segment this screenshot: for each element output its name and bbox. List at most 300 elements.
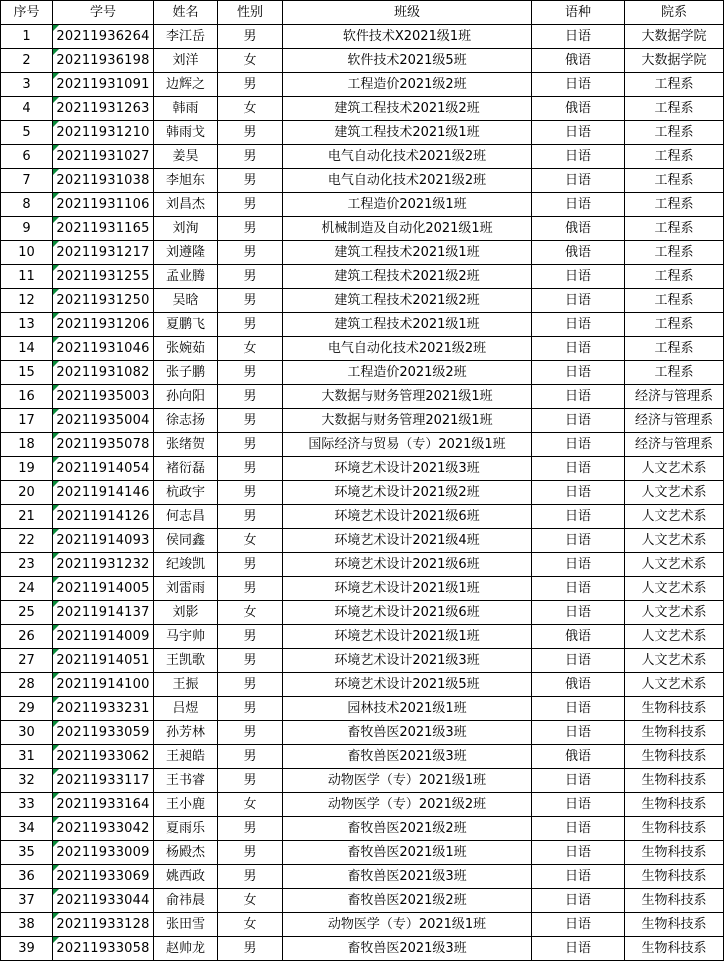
gender-cell[interactable]: 女 — [218, 601, 283, 625]
class-cell[interactable]: 建筑工程技术2021级1班 — [283, 121, 532, 145]
student-id-cell[interactable]: 20211931263 — [53, 97, 154, 121]
name-cell[interactable]: 纪竣凯 — [154, 553, 218, 577]
table-row — [1, 97, 724, 121]
language-cell[interactable]: 日语 — [532, 169, 625, 193]
department-cell[interactable]: 人文艺术系 — [625, 505, 724, 529]
student-id-cell[interactable]: 20211931250 — [53, 289, 154, 313]
department-cell[interactable]: 经济与管理系 — [625, 409, 724, 433]
language-cell[interactable]: 日语 — [532, 481, 625, 505]
gender-cell[interactable]: 男 — [218, 937, 283, 961]
student-id-cell[interactable]: 20211914051 — [53, 649, 154, 673]
name-cell[interactable]: 夏鹏飞 — [154, 313, 218, 337]
index-cell[interactable]: 18 — [1, 433, 53, 457]
index-cell[interactable]: 4 — [1, 97, 53, 121]
department-cell[interactable]: 工程系 — [625, 121, 724, 145]
language-cell[interactable]: 俄语 — [532, 97, 625, 121]
gender-cell[interactable]: 女 — [218, 337, 283, 361]
language-cell[interactable]: 日语 — [532, 457, 625, 481]
gender-cell[interactable]: 男 — [218, 625, 283, 649]
table-row — [1, 433, 724, 457]
table-row — [1, 145, 724, 169]
gender-cell[interactable]: 男 — [218, 217, 283, 241]
student-id-cell[interactable]: 20211933164 — [53, 793, 154, 817]
student-id-cell[interactable]: 20211931091 — [53, 73, 154, 97]
student-id-cell[interactable]: 20211931165 — [53, 217, 154, 241]
name-cell[interactable]: 韩雨 — [154, 97, 218, 121]
class-cell[interactable]: 环境艺术设计2021级3班 — [283, 649, 532, 673]
index-cell[interactable]: 30 — [1, 721, 53, 745]
table-row — [1, 169, 724, 193]
index-cell[interactable]: 25 — [1, 601, 53, 625]
class-cell[interactable]: 建筑工程技术2021级1班 — [283, 313, 532, 337]
student-id-cell[interactable]: 20211914100 — [53, 673, 154, 697]
gender-cell[interactable]: 男 — [218, 409, 283, 433]
language-cell[interactable]: 日语 — [532, 817, 625, 841]
language-cell[interactable]: 日语 — [532, 721, 625, 745]
department-cell[interactable]: 生物科技系 — [625, 697, 724, 721]
department-cell[interactable]: 生物科技系 — [625, 793, 724, 817]
table-row — [1, 697, 724, 721]
name-cell[interactable]: 王小鹿 — [154, 793, 218, 817]
class-cell[interactable]: 建筑工程技术2021级2班 — [283, 97, 532, 121]
department-cell[interactable]: 人文艺术系 — [625, 577, 724, 601]
gender-cell[interactable]: 男 — [218, 505, 283, 529]
index-cell[interactable]: 19 — [1, 457, 53, 481]
class-cell[interactable]: 畜牧兽医2021级2班 — [283, 817, 532, 841]
class-cell[interactable]: 动物医学（专）2021级1班 — [283, 913, 532, 937]
department-cell[interactable]: 生物科技系 — [625, 817, 724, 841]
gender-cell[interactable]: 男 — [218, 193, 283, 217]
department-cell[interactable]: 工程系 — [625, 217, 724, 241]
class-cell[interactable]: 建筑工程技术2021级1班 — [283, 241, 532, 265]
index-cell[interactable]: 27 — [1, 649, 53, 673]
student-id-cell[interactable]: 20211931046 — [53, 337, 154, 361]
index-cell[interactable]: 35 — [1, 841, 53, 865]
gender-cell[interactable]: 男 — [218, 433, 283, 457]
header-index: 序号 — [1, 1, 53, 25]
language-cell[interactable]: 日语 — [532, 601, 625, 625]
class-cell[interactable]: 畜牧兽医2021级3班 — [283, 721, 532, 745]
language-cell[interactable]: 日语 — [532, 73, 625, 97]
class-cell[interactable]: 国际经济与贸易（专）2021级1班 — [283, 433, 532, 457]
name-cell[interactable]: 孙芳林 — [154, 721, 218, 745]
name-cell[interactable]: 徐志扬 — [154, 409, 218, 433]
department-cell[interactable]: 人文艺术系 — [625, 481, 724, 505]
class-cell[interactable]: 工程造价2021级2班 — [283, 361, 532, 385]
index-cell[interactable]: 37 — [1, 889, 53, 913]
department-cell[interactable]: 生物科技系 — [625, 769, 724, 793]
class-cell[interactable]: 环境艺术设计2021级2班 — [283, 481, 532, 505]
index-cell[interactable]: 14 — [1, 337, 53, 361]
gender-cell[interactable]: 男 — [218, 553, 283, 577]
student-id-cell[interactable]: 20211914093 — [53, 529, 154, 553]
language-cell[interactable]: 日语 — [532, 937, 625, 961]
language-cell[interactable]: 日语 — [532, 433, 625, 457]
name-cell[interactable]: 王书睿 — [154, 769, 218, 793]
language-cell[interactable]: 俄语 — [532, 217, 625, 241]
language-cell[interactable]: 日语 — [532, 697, 625, 721]
class-cell[interactable]: 电气自动化技术2021级2班 — [283, 145, 532, 169]
department-cell[interactable]: 工程系 — [625, 265, 724, 289]
index-cell[interactable]: 8 — [1, 193, 53, 217]
department-cell[interactable]: 人文艺术系 — [625, 601, 724, 625]
class-cell[interactable]: 动物医学（专）2021级2班 — [283, 793, 532, 817]
index-cell[interactable]: 31 — [1, 745, 53, 769]
student-id-cell[interactable]: 20211914137 — [53, 601, 154, 625]
index-cell[interactable]: 24 — [1, 577, 53, 601]
index-cell[interactable]: 34 — [1, 817, 53, 841]
class-cell[interactable]: 建筑工程技术2021级2班 — [283, 289, 532, 313]
student-id-cell[interactable]: 20211935004 — [53, 409, 154, 433]
department-cell[interactable]: 生物科技系 — [625, 937, 724, 961]
class-cell[interactable]: 环境艺术设计2021级6班 — [283, 553, 532, 577]
name-cell[interactable]: 马宇帅 — [154, 625, 218, 649]
gender-cell[interactable]: 男 — [218, 577, 283, 601]
gender-cell[interactable]: 男 — [218, 865, 283, 889]
language-cell[interactable]: 日语 — [532, 865, 625, 889]
name-cell[interactable]: 王昶皓 — [154, 745, 218, 769]
index-cell[interactable]: 32 — [1, 769, 53, 793]
gender-cell[interactable]: 男 — [218, 385, 283, 409]
table-row — [1, 745, 724, 769]
language-cell[interactable]: 俄语 — [532, 49, 625, 73]
name-cell[interactable]: 边辉之 — [154, 73, 218, 97]
name-cell[interactable]: 张子鹏 — [154, 361, 218, 385]
header-language: 语种 — [532, 1, 625, 25]
language-cell[interactable]: 日语 — [532, 337, 625, 361]
class-cell[interactable]: 软件技术X2021级1班 — [283, 25, 532, 49]
gender-cell[interactable]: 女 — [218, 913, 283, 937]
department-cell[interactable]: 大数据学院 — [625, 25, 724, 49]
gender-cell[interactable]: 男 — [218, 265, 283, 289]
name-cell[interactable]: 褚衍磊 — [154, 457, 218, 481]
department-cell[interactable]: 工程系 — [625, 361, 724, 385]
language-cell[interactable]: 日语 — [532, 553, 625, 577]
student-id-cell[interactable]: 20211933009 — [53, 841, 154, 865]
name-cell[interactable]: 孟业腾 — [154, 265, 218, 289]
class-cell[interactable]: 畜牧兽医2021级3班 — [283, 937, 532, 961]
table-row — [1, 337, 724, 361]
name-cell[interactable]: 杭政宇 — [154, 481, 218, 505]
department-cell[interactable]: 人文艺术系 — [625, 673, 724, 697]
class-cell[interactable]: 环境艺术设计2021级3班 — [283, 457, 532, 481]
student-id-cell[interactable]: 20211931255 — [53, 265, 154, 289]
name-cell[interactable]: 姚西政 — [154, 865, 218, 889]
language-cell[interactable]: 日语 — [532, 289, 625, 313]
student-id-cell[interactable]: 20211933058 — [53, 937, 154, 961]
gender-cell[interactable]: 男 — [218, 817, 283, 841]
table-row — [1, 73, 724, 97]
gender-cell[interactable]: 男 — [218, 169, 283, 193]
department-cell[interactable]: 人文艺术系 — [625, 649, 724, 673]
department-cell[interactable]: 经济与管理系 — [625, 433, 724, 457]
class-cell[interactable]: 工程造价2021级2班 — [283, 73, 532, 97]
name-cell[interactable]: 刘昌杰 — [154, 193, 218, 217]
header-student-id: 学号 — [53, 1, 154, 25]
department-cell[interactable]: 工程系 — [625, 97, 724, 121]
gender-cell[interactable]: 男 — [218, 721, 283, 745]
student-id-cell[interactable]: 20211936198 — [53, 49, 154, 73]
index-cell[interactable]: 21 — [1, 505, 53, 529]
department-cell[interactable]: 工程系 — [625, 337, 724, 361]
department-cell[interactable]: 工程系 — [625, 193, 724, 217]
index-cell[interactable]: 6 — [1, 145, 53, 169]
name-cell[interactable]: 张绪贺 — [154, 433, 218, 457]
name-cell[interactable]: 李江岳 — [154, 25, 218, 49]
language-cell[interactable]: 日语 — [532, 505, 625, 529]
name-cell[interactable]: 刘洵 — [154, 217, 218, 241]
student-id-cell[interactable]: 20211933044 — [53, 889, 154, 913]
student-id-cell[interactable]: 20211935078 — [53, 433, 154, 457]
department-cell[interactable]: 人文艺术系 — [625, 529, 724, 553]
gender-cell[interactable]: 男 — [218, 73, 283, 97]
header-row — [1, 1, 724, 25]
class-cell[interactable]: 环境艺术设计2021级5班 — [283, 673, 532, 697]
student-id-cell[interactable]: 20211914054 — [53, 457, 154, 481]
language-cell[interactable]: 日语 — [532, 265, 625, 289]
class-cell[interactable]: 电气自动化技术2021级2班 — [283, 169, 532, 193]
student-id-cell[interactable]: 20211933069 — [53, 865, 154, 889]
name-cell[interactable]: 刘遵隆 — [154, 241, 218, 265]
class-cell[interactable]: 大数据与财务管理2021级1班 — [283, 385, 532, 409]
gender-cell[interactable]: 男 — [218, 361, 283, 385]
language-cell[interactable]: 日语 — [532, 121, 625, 145]
student-id-cell[interactable]: 20211931038 — [53, 169, 154, 193]
student-id-cell[interactable]: 20211933062 — [53, 745, 154, 769]
index-cell[interactable]: 1 — [1, 25, 53, 49]
gender-cell[interactable]: 女 — [218, 49, 283, 73]
student-id-cell[interactable]: 20211914005 — [53, 577, 154, 601]
gender-cell[interactable]: 男 — [218, 121, 283, 145]
name-cell[interactable]: 刘影 — [154, 601, 218, 625]
table-row — [1, 769, 724, 793]
name-cell[interactable]: 侯同鑫 — [154, 529, 218, 553]
index-cell[interactable]: 16 — [1, 385, 53, 409]
table-row — [1, 49, 724, 73]
class-cell[interactable]: 电气自动化技术2021级2班 — [283, 337, 532, 361]
department-cell[interactable]: 工程系 — [625, 313, 724, 337]
name-cell[interactable]: 刘洋 — [154, 49, 218, 73]
student-id-cell[interactable]: 20211931217 — [53, 241, 154, 265]
student-id-cell[interactable]: 20211936264 — [53, 25, 154, 49]
class-cell[interactable]: 畜牧兽医2021级1班 — [283, 841, 532, 865]
index-cell[interactable]: 28 — [1, 673, 53, 697]
class-cell[interactable]: 环境艺术设计2021级6班 — [283, 505, 532, 529]
student-id-cell[interactable]: 20211933128 — [53, 913, 154, 937]
department-cell[interactable]: 工程系 — [625, 241, 724, 265]
class-cell[interactable]: 建筑工程技术2021级2班 — [283, 265, 532, 289]
language-cell[interactable]: 日语 — [532, 145, 625, 169]
language-cell[interactable]: 日语 — [532, 913, 625, 937]
student-id-cell[interactable]: 20211935003 — [53, 385, 154, 409]
name-cell[interactable]: 赵帅龙 — [154, 937, 218, 961]
index-cell[interactable]: 15 — [1, 361, 53, 385]
class-cell[interactable]: 机械制造及自动化2021级1班 — [283, 217, 532, 241]
name-cell[interactable]: 王振 — [154, 673, 218, 697]
index-cell[interactable]: 20 — [1, 481, 53, 505]
index-cell[interactable]: 23 — [1, 553, 53, 577]
gender-cell[interactable]: 女 — [218, 97, 283, 121]
name-cell[interactable]: 何志昌 — [154, 505, 218, 529]
index-cell[interactable]: 3 — [1, 73, 53, 97]
index-cell[interactable]: 39 — [1, 937, 53, 961]
class-cell[interactable]: 园林技术2021级1班 — [283, 697, 532, 721]
table-row — [1, 481, 724, 505]
student-id-cell[interactable]: 20211933231 — [53, 697, 154, 721]
index-cell[interactable]: 36 — [1, 865, 53, 889]
gender-cell[interactable]: 男 — [218, 457, 283, 481]
language-cell[interactable]: 日语 — [532, 577, 625, 601]
class-cell[interactable]: 畜牧兽医2021级3班 — [283, 745, 532, 769]
header-gender: 性别 — [218, 1, 283, 25]
language-cell[interactable]: 俄语 — [532, 625, 625, 649]
table-row — [1, 457, 724, 481]
gender-cell[interactable]: 男 — [218, 841, 283, 865]
class-cell[interactable]: 环境艺术设计2021级6班 — [283, 601, 532, 625]
department-cell[interactable]: 生物科技系 — [625, 865, 724, 889]
department-cell[interactable]: 人文艺术系 — [625, 625, 724, 649]
gender-cell[interactable]: 男 — [218, 241, 283, 265]
gender-cell[interactable]: 男 — [218, 25, 283, 49]
name-cell[interactable]: 张婉茹 — [154, 337, 218, 361]
index-cell[interactable]: 38 — [1, 913, 53, 937]
student-id-cell[interactable]: 20211933059 — [53, 721, 154, 745]
index-cell[interactable]: 7 — [1, 169, 53, 193]
student-id-cell[interactable]: 20211931232 — [53, 553, 154, 577]
name-cell[interactable]: 吴晗 — [154, 289, 218, 313]
index-cell[interactable]: 11 — [1, 265, 53, 289]
student-id-cell[interactable]: 20211914126 — [53, 505, 154, 529]
department-cell[interactable]: 人文艺术系 — [625, 457, 724, 481]
gender-cell[interactable]: 男 — [218, 289, 283, 313]
language-cell[interactable]: 日语 — [532, 361, 625, 385]
student-id-cell[interactable]: 20211931210 — [53, 121, 154, 145]
language-cell[interactable]: 日语 — [532, 193, 625, 217]
department-cell[interactable]: 生物科技系 — [625, 721, 724, 745]
index-cell[interactable]: 17 — [1, 409, 53, 433]
language-cell[interactable]: 俄语 — [532, 673, 625, 697]
table-row — [1, 505, 724, 529]
table-row — [1, 193, 724, 217]
department-cell[interactable]: 经济与管理系 — [625, 385, 724, 409]
table-row — [1, 313, 724, 337]
name-cell[interactable]: 孙向阳 — [154, 385, 218, 409]
table-row — [1, 889, 724, 913]
class-cell[interactable]: 环境艺术设计2021级4班 — [283, 529, 532, 553]
department-cell[interactable]: 生物科技系 — [625, 913, 724, 937]
index-cell[interactable]: 12 — [1, 289, 53, 313]
department-cell[interactable]: 生物科技系 — [625, 745, 724, 769]
student-id-cell[interactable]: 20211914009 — [53, 625, 154, 649]
gender-cell[interactable]: 男 — [218, 145, 283, 169]
student-id-cell[interactable]: 20211931106 — [53, 193, 154, 217]
language-cell[interactable]: 日语 — [532, 649, 625, 673]
student-id-cell[interactable]: 20211931206 — [53, 313, 154, 337]
student-id-cell[interactable]: 20211914146 — [53, 481, 154, 505]
gender-cell[interactable]: 女 — [218, 889, 283, 913]
table-row — [1, 649, 724, 673]
table-row — [1, 817, 724, 841]
name-cell[interactable]: 张田雪 — [154, 913, 218, 937]
student-id-cell[interactable]: 20211933042 — [53, 817, 154, 841]
name-cell[interactable]: 吕煜 — [154, 697, 218, 721]
language-cell[interactable]: 日语 — [532, 793, 625, 817]
department-cell[interactable]: 生物科技系 — [625, 841, 724, 865]
student-id-cell[interactable]: 20211931082 — [53, 361, 154, 385]
index-cell[interactable]: 33 — [1, 793, 53, 817]
name-cell[interactable]: 夏雨乐 — [154, 817, 218, 841]
department-cell[interactable]: 工程系 — [625, 289, 724, 313]
class-cell[interactable]: 软件技术2021级5班 — [283, 49, 532, 73]
class-cell[interactable]: 畜牧兽医2021级3班 — [283, 865, 532, 889]
department-cell[interactable]: 生物科技系 — [625, 889, 724, 913]
gender-cell[interactable]: 女 — [218, 529, 283, 553]
gender-cell[interactable]: 男 — [218, 697, 283, 721]
gender-cell[interactable]: 男 — [218, 745, 283, 769]
language-cell[interactable]: 俄语 — [532, 745, 625, 769]
table-row — [1, 217, 724, 241]
gender-cell[interactable]: 男 — [218, 673, 283, 697]
gender-cell[interactable]: 男 — [218, 649, 283, 673]
language-cell[interactable]: 日语 — [532, 409, 625, 433]
language-cell[interactable]: 日语 — [532, 769, 625, 793]
class-cell[interactable]: 大数据与财务管理2021级1班 — [283, 409, 532, 433]
gender-cell[interactable]: 男 — [218, 481, 283, 505]
student-id-cell[interactable]: 20211933117 — [53, 769, 154, 793]
index-cell[interactable]: 13 — [1, 313, 53, 337]
language-cell[interactable]: 日语 — [532, 385, 625, 409]
index-cell[interactable]: 29 — [1, 697, 53, 721]
table-row — [1, 913, 724, 937]
index-cell[interactable]: 22 — [1, 529, 53, 553]
student-id-cell[interactable]: 20211931027 — [53, 145, 154, 169]
department-cell[interactable]: 工程系 — [625, 169, 724, 193]
class-cell[interactable]: 环境艺术设计2021级1班 — [283, 577, 532, 601]
language-cell[interactable]: 日语 — [532, 529, 625, 553]
class-cell[interactable]: 环境艺术设计2021级1班 — [283, 625, 532, 649]
gender-cell[interactable]: 男 — [218, 313, 283, 337]
class-cell[interactable]: 工程造价2021级1班 — [283, 193, 532, 217]
index-cell[interactable]: 5 — [1, 121, 53, 145]
index-cell[interactable]: 2 — [1, 49, 53, 73]
gender-cell[interactable]: 男 — [218, 769, 283, 793]
table-row — [1, 841, 724, 865]
name-cell[interactable]: 姜昊 — [154, 145, 218, 169]
name-cell[interactable]: 韩雨戈 — [154, 121, 218, 145]
gender-cell[interactable]: 女 — [218, 793, 283, 817]
table-row — [1, 25, 724, 49]
language-cell[interactable]: 日语 — [532, 889, 625, 913]
department-cell[interactable]: 大数据学院 — [625, 49, 724, 73]
index-cell[interactable]: 26 — [1, 625, 53, 649]
language-cell[interactable]: 日语 — [532, 841, 625, 865]
department-cell[interactable]: 工程系 — [625, 145, 724, 169]
index-cell[interactable]: 9 — [1, 217, 53, 241]
name-cell[interactable]: 王凯歌 — [154, 649, 218, 673]
class-cell[interactable]: 畜牧兽医2021级2班 — [283, 889, 532, 913]
language-cell[interactable]: 俄语 — [532, 241, 625, 265]
name-cell[interactable]: 俞祎晨 — [154, 889, 218, 913]
language-cell[interactable]: 日语 — [532, 25, 625, 49]
language-cell[interactable]: 日语 — [532, 313, 625, 337]
index-cell[interactable]: 10 — [1, 241, 53, 265]
department-cell[interactable]: 工程系 — [625, 73, 724, 97]
name-cell[interactable]: 杨殿杰 — [154, 841, 218, 865]
name-cell[interactable]: 李旭东 — [154, 169, 218, 193]
name-cell[interactable]: 刘雷雨 — [154, 577, 218, 601]
department-cell[interactable]: 人文艺术系 — [625, 553, 724, 577]
class-cell[interactable]: 动物医学（专）2021级1班 — [283, 769, 532, 793]
